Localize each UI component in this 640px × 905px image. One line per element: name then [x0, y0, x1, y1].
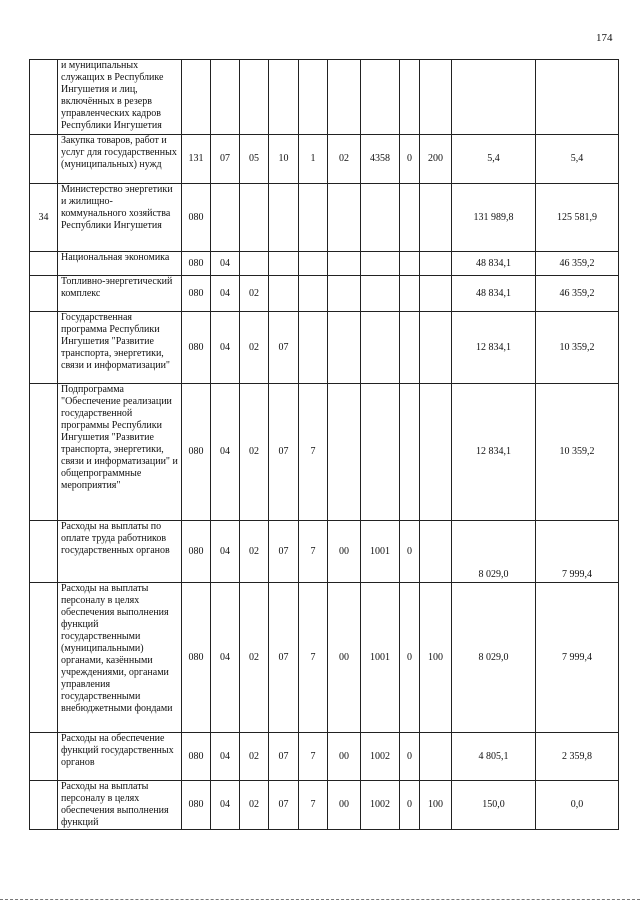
code-cell-c7: [361, 312, 400, 384]
code-cell-c5: [299, 252, 328, 276]
code-cell-c1: [182, 60, 211, 135]
row-index-cell: [30, 384, 58, 521]
code-cell-c2: 04: [211, 733, 240, 781]
code-cell-c9: [420, 312, 452, 384]
code-cell-a1: [452, 60, 536, 135]
code-cell-c3: 02: [240, 781, 269, 830]
code-cell-c3: 02: [240, 312, 269, 384]
code-cell-c2: 04: [211, 583, 240, 733]
code-cell-c9: [420, 60, 452, 135]
code-cell-c1: 080: [182, 384, 211, 521]
table-row: [30, 384, 619, 521]
code-cell-c9: [420, 276, 452, 312]
code-cell-c8: [400, 276, 420, 312]
code-cell-c5: 7: [299, 781, 328, 830]
code-cell-a2: 46 359,2: [536, 276, 619, 312]
code-cell-c3: [240, 252, 269, 276]
row-index-cell: [30, 733, 58, 781]
code-cell-c4: [269, 252, 299, 276]
budget-table: [29, 59, 619, 830]
code-cell-c7: [361, 60, 400, 135]
code-cell-c9: 100: [420, 781, 452, 830]
code-cell-c9: [420, 252, 452, 276]
code-cell-c7: [361, 184, 400, 252]
code-cell-c9: [420, 184, 452, 252]
row-name-cell: Расходы на обеспечение функций государственных органов: [58, 733, 182, 781]
code-cell-c1: 080: [182, 312, 211, 384]
row-name-cell: Расходы на выплаты персоналу в целях обеспечения выполнения функций государственными (муниципальными) органами, казёнными учреждениями, органами управления государственными внебюджетными фондами: [58, 583, 182, 733]
code-cell-c1: 080: [182, 781, 211, 830]
table-row: [30, 733, 619, 781]
table-row: [30, 583, 619, 733]
code-cell-c7: [361, 252, 400, 276]
row-name-cell: Расходы на выплаты по оплате труда работников государственных органов: [58, 521, 182, 583]
table-row: [30, 60, 619, 135]
code-cell-a2: 0,0: [536, 781, 619, 830]
code-cell-c5: 7: [299, 583, 328, 733]
row-index-cell: [30, 583, 58, 733]
code-cell-c4: [269, 60, 299, 135]
code-cell-c5: [299, 184, 328, 252]
code-cell-c2: 04: [211, 276, 240, 312]
code-cell-c9: [420, 733, 452, 781]
code-cell-c8: 0: [400, 733, 420, 781]
table-row: [30, 276, 619, 312]
code-cell-a2: 46 359,2: [536, 252, 619, 276]
code-cell-c8: [400, 312, 420, 384]
code-cell-a1: 8 029,0: [452, 583, 536, 733]
row-name-cell: Государственная программа Республики Ингушетия "Развитие транспорта, энергетики, связи и информатизации": [58, 312, 182, 384]
code-cell-a1: 48 834,1: [452, 252, 536, 276]
code-cell-c2: 04: [211, 384, 240, 521]
code-cell-c9: [420, 521, 452, 583]
code-cell-c4: 07: [269, 384, 299, 521]
code-cell-c7: 1002: [361, 733, 400, 781]
code-cell-a1: 150,0: [452, 781, 536, 830]
code-cell-c3: 02: [240, 521, 269, 583]
table-row: [30, 184, 619, 252]
code-cell-c6: [328, 384, 361, 521]
table-row: [30, 135, 619, 184]
code-cell-c6: [328, 252, 361, 276]
code-cell-c4: 07: [269, 733, 299, 781]
code-cell-c6: [328, 276, 361, 312]
code-cell-c5: 7: [299, 733, 328, 781]
row-name-cell: Расходы на выплаты персоналу в целях обеспечения выполнения функций: [58, 781, 182, 830]
code-cell-a1: 48 834,1: [452, 276, 536, 312]
code-cell-c4: 07: [269, 312, 299, 384]
code-cell-a2: 125 581,9: [536, 184, 619, 252]
row-index-cell: [30, 135, 58, 184]
bottom-rule: [0, 899, 640, 900]
code-cell-c9: 200: [420, 135, 452, 184]
code-cell-c3: [240, 184, 269, 252]
code-cell-c2: [211, 60, 240, 135]
code-cell-c9: [420, 384, 452, 521]
code-cell-c8: [400, 184, 420, 252]
code-cell-a2: 10 359,2: [536, 384, 619, 521]
code-cell-c3: 02: [240, 384, 269, 521]
code-cell-a1: 12 834,1: [452, 384, 536, 521]
code-cell-c4: 07: [269, 521, 299, 583]
code-cell-c4: 10: [269, 135, 299, 184]
row-name-cell: Топливно-энергетический комплекс: [58, 276, 182, 312]
code-cell-c8: [400, 384, 420, 521]
code-cell-c9: 100: [420, 583, 452, 733]
code-cell-c4: [269, 276, 299, 312]
row-name-cell: Национальная экономика: [58, 252, 182, 276]
code-cell-c2: 04: [211, 252, 240, 276]
code-cell-c2: 04: [211, 521, 240, 583]
row-name-cell: Подпрограмма "Обеспечение реализации государственной программы Республики Ингушетия "Развитие транспорта, энергетики, связи и информатизации" и общепрограммные мероприятия": [58, 384, 182, 521]
code-cell-c7: 4358: [361, 135, 400, 184]
code-cell-c6: 02: [328, 135, 361, 184]
code-cell-a2: 7 999,4: [536, 521, 619, 583]
code-cell-c5: [299, 312, 328, 384]
code-cell-c7: [361, 384, 400, 521]
code-cell-c1: 080: [182, 583, 211, 733]
code-cell-c6: 00: [328, 583, 361, 733]
code-cell-c4: 07: [269, 583, 299, 733]
code-cell-c3: 02: [240, 583, 269, 733]
table-row: [30, 312, 619, 384]
row-index-cell: [30, 252, 58, 276]
code-cell-c6: [328, 60, 361, 135]
code-cell-c8: 0: [400, 521, 420, 583]
code-cell-c6: [328, 184, 361, 252]
code-cell-c3: [240, 60, 269, 135]
code-cell-c7: 1001: [361, 583, 400, 733]
code-cell-c1: 080: [182, 276, 211, 312]
code-cell-c5: 7: [299, 384, 328, 521]
code-cell-c6: 00: [328, 521, 361, 583]
code-cell-c5: [299, 60, 328, 135]
code-cell-c3: 02: [240, 733, 269, 781]
code-cell-c3: 02: [240, 276, 269, 312]
code-cell-c5: 7: [299, 521, 328, 583]
row-index-cell: [30, 60, 58, 135]
code-cell-c2: [211, 184, 240, 252]
code-cell-c1: 080: [182, 733, 211, 781]
code-cell-a1: 12 834,1: [452, 312, 536, 384]
row-index-cell: 34: [30, 184, 58, 252]
code-cell-a2: [536, 60, 619, 135]
code-cell-c3: 05: [240, 135, 269, 184]
row-index-cell: [30, 781, 58, 830]
code-cell-c5: 1: [299, 135, 328, 184]
code-cell-c8: [400, 60, 420, 135]
code-cell-c7: [361, 276, 400, 312]
code-cell-c6: 00: [328, 733, 361, 781]
code-cell-c4: 07: [269, 781, 299, 830]
code-cell-a2: 7 999,4: [536, 583, 619, 733]
code-cell-c8: 0: [400, 135, 420, 184]
code-cell-c2: 04: [211, 312, 240, 384]
code-cell-c1: 080: [182, 184, 211, 252]
code-cell-c8: 0: [400, 781, 420, 830]
code-cell-c8: 0: [400, 583, 420, 733]
page-number: 174: [596, 32, 613, 44]
row-name-cell: Министерство энергетики и жилищно-коммунального хозяйства Республики Ингушетия: [58, 184, 182, 252]
code-cell-c7: 1002: [361, 781, 400, 830]
table-row: [30, 521, 619, 583]
code-cell-c2: 07: [211, 135, 240, 184]
row-index-cell: [30, 312, 58, 384]
table-row: [30, 781, 619, 830]
row-index-cell: [30, 521, 58, 583]
code-cell-c6: 00: [328, 781, 361, 830]
code-cell-a2: 2 359,8: [536, 733, 619, 781]
code-cell-c7: 1001: [361, 521, 400, 583]
code-cell-c6: [328, 312, 361, 384]
code-cell-a1: 5,4: [452, 135, 536, 184]
code-cell-c4: [269, 184, 299, 252]
code-cell-a1: 8 029,0: [452, 521, 536, 583]
code-cell-a1: 131 989,8: [452, 184, 536, 252]
table-row: [30, 252, 619, 276]
code-cell-c8: [400, 252, 420, 276]
code-cell-c2: 04: [211, 781, 240, 830]
row-index-cell: [30, 276, 58, 312]
code-cell-c5: [299, 276, 328, 312]
code-cell-c1: 080: [182, 252, 211, 276]
code-cell-a1: 4 805,1: [452, 733, 536, 781]
code-cell-c1: 131: [182, 135, 211, 184]
row-name-cell: и муниципальных служащих в Республике Ингушетия и лиц, включённых в резерв управленческих кадров Республики Ингушетия: [58, 60, 182, 135]
row-name-cell: Закупка товаров, работ и услуг для государственных (муниципальных) нужд: [58, 135, 182, 184]
code-cell-a2: 10 359,2: [536, 312, 619, 384]
code-cell-a2: 5,4: [536, 135, 619, 184]
code-cell-c1: 080: [182, 521, 211, 583]
